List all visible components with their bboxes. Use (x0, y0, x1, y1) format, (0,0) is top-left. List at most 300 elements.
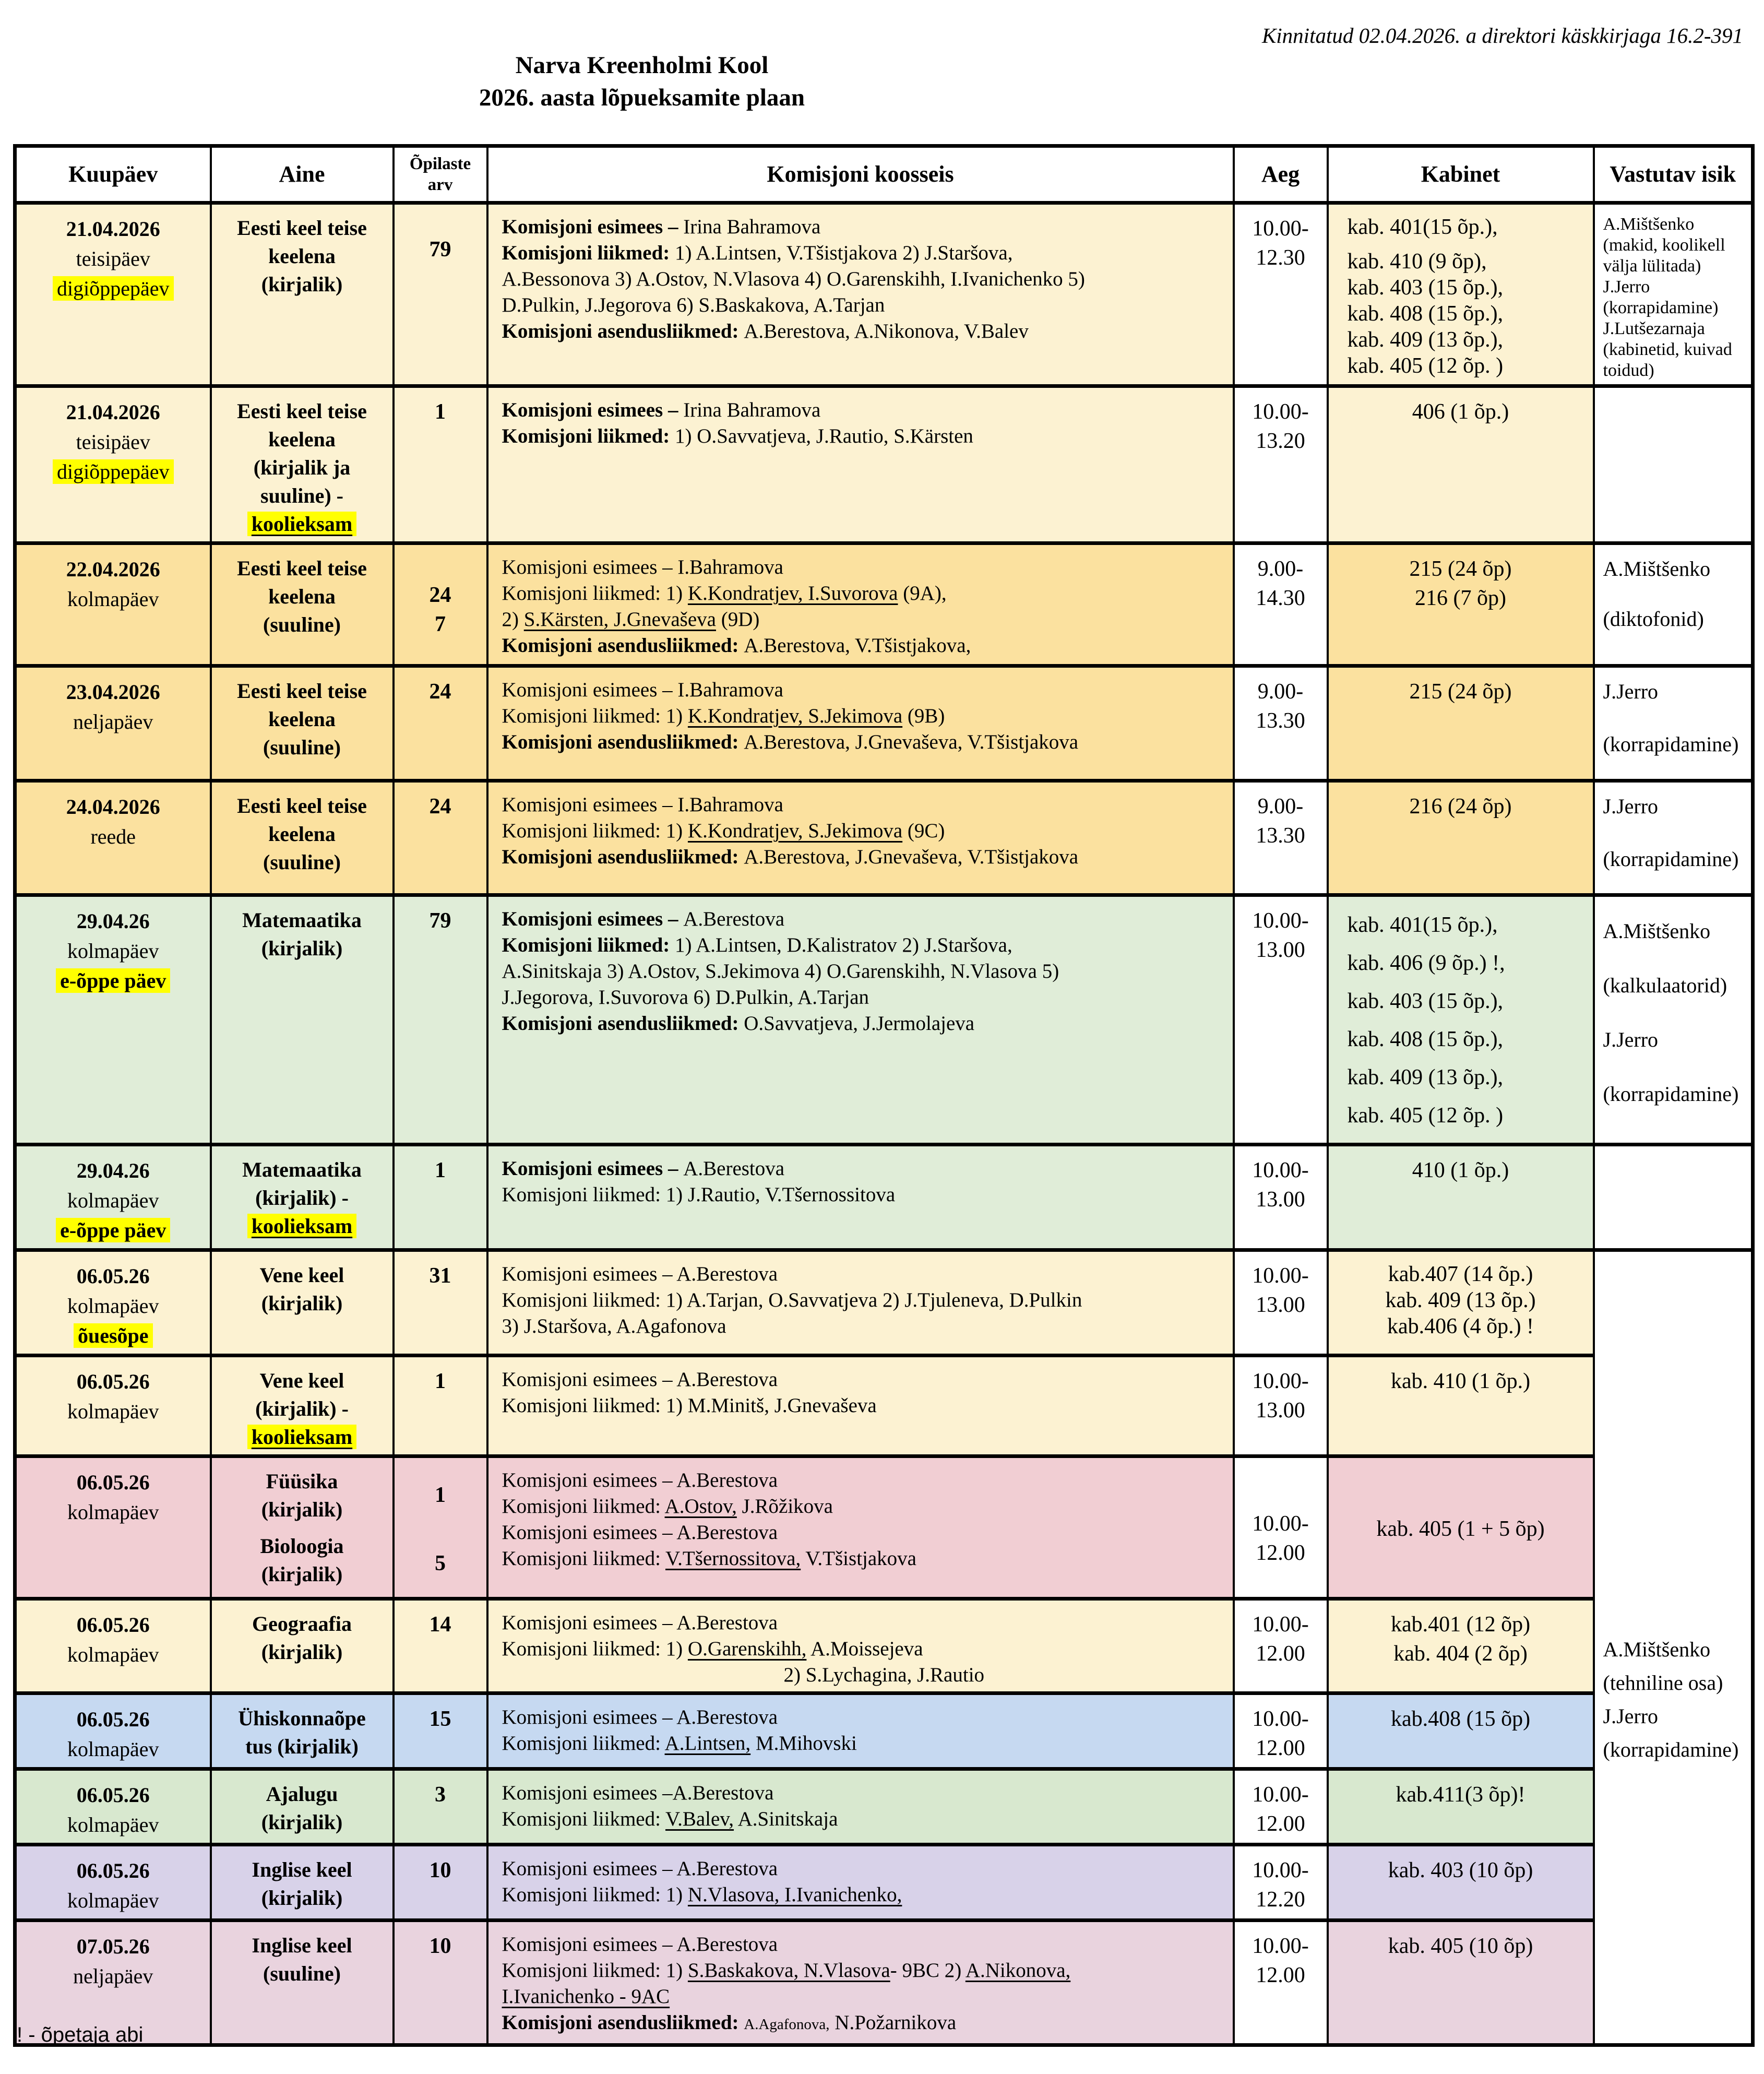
text-segment: 79 (429, 238, 451, 262)
text-segment: I.Ivanichenko - 9AC (502, 1985, 670, 2008)
text-segment: 406 (1 õp.) (1412, 400, 1509, 424)
text-line (219, 1733, 385, 1761)
committee-cell (487, 781, 1234, 895)
header-cell: Aeg (1234, 146, 1328, 203)
text-segment: A.Nikonova, (965, 1959, 1071, 1982)
text-segment: 79 (429, 909, 451, 933)
subject-cell (211, 386, 394, 543)
text-line (502, 607, 1223, 633)
student-count-cell (394, 1250, 487, 1356)
room-cell (1328, 895, 1594, 1145)
text-line (502, 1011, 1223, 1037)
text-line (24, 554, 202, 584)
committee-cell (487, 1250, 1234, 1356)
text-segment: Komisjoni asendusliikmed: (502, 1012, 744, 1035)
text-line (1242, 1156, 1319, 1185)
text-segment: 10.00- (1252, 1264, 1309, 1288)
text-segment: 215 (24 õp) (1409, 680, 1512, 704)
time-cell (1234, 1599, 1328, 1693)
text-line (24, 1467, 202, 1497)
text-line (24, 707, 202, 737)
text-segment: 23.04.2026 (66, 680, 160, 704)
text-line (219, 934, 385, 963)
text-line (1336, 1931, 1586, 1961)
text-segment: A.Berestova (683, 908, 785, 930)
text-segment: 06.05.26 (76, 1708, 150, 1731)
text-line (219, 848, 385, 876)
text-line (1242, 1290, 1319, 1320)
text-segment: e-õppe päev (56, 968, 170, 993)
text-segment: (kalkulaatorid) (1603, 974, 1727, 997)
room-cell (1328, 1693, 1594, 1769)
text-segment: 06.05.26 (76, 1471, 150, 1494)
text-line (24, 1886, 202, 1915)
text-segment: kab. 403 (15 õp.), (1347, 989, 1504, 1013)
text-segment: (suuline) (263, 613, 341, 636)
text-line (1348, 301, 1586, 327)
text-segment: kab. 410 (1 õp.) (1390, 1369, 1531, 1393)
text-segment: (kabinetid, kuivad (1603, 340, 1732, 359)
text-segment: 10.00- (1252, 400, 1309, 424)
text-line (1603, 1733, 1747, 1767)
text-line (24, 936, 202, 966)
text-segment: A.Bessonova 3) A.Ostov, N.Vlasova 4) O.Garenskihh, I.Ivanichenko 5) (502, 268, 1085, 290)
text-line (502, 240, 1223, 266)
text-line (402, 1610, 479, 1639)
text-segment: kab. 406 (9 õp.) !, (1347, 951, 1505, 975)
text-segment: N.Požarnikova (829, 2011, 957, 2034)
text-line (1336, 1856, 1586, 1885)
text-segment: 1 (435, 1158, 446, 1182)
text-segment: 13.30 (1256, 824, 1305, 848)
text-line (502, 1636, 1223, 1662)
text-line (502, 1546, 1223, 1572)
text-line (24, 1931, 202, 1961)
text-segment: Füüsika (266, 1469, 338, 1493)
text-line (219, 270, 385, 299)
text-segment: 5 (435, 1551, 446, 1575)
text-segment: 24 (429, 583, 451, 607)
text-segment: Komisjoni liikmed: 1) (502, 1959, 688, 1982)
text-line (502, 1393, 1223, 1419)
text-segment: Komisjoni esimees – I.Bahramova (502, 679, 783, 701)
text-segment: Komisjoni esimees – A.Berestova (502, 1263, 778, 1285)
text-segment: 1 (435, 400, 446, 424)
committee-cell (487, 895, 1234, 1145)
text-segment: 9.00- (1257, 680, 1304, 704)
text-line (502, 554, 1223, 580)
text-line (1242, 1185, 1319, 1214)
student-count-cell (394, 895, 487, 1145)
text-line (1336, 792, 1586, 821)
text-line (24, 966, 202, 995)
text-line (24, 427, 202, 457)
text-segment: kab. 403 (10 õp) (1388, 1858, 1533, 1882)
text-line (1603, 605, 1747, 634)
text-line (1603, 360, 1747, 381)
text-line (1242, 906, 1319, 935)
table-head (15, 146, 1753, 203)
text-segment: Ajalugu (266, 1782, 338, 1806)
text-line (219, 705, 385, 733)
text-line (219, 1638, 385, 1666)
text-segment: teisipäev (76, 430, 150, 454)
text-segment: Komisjoni liikmed: 1) (502, 705, 688, 727)
text-segment: V.Balev, (665, 1808, 734, 1830)
text-segment: neljapäev (73, 1964, 153, 1988)
time-cell (1234, 1250, 1328, 1356)
text-segment: toidud) (1603, 361, 1654, 380)
text-segment: (9A), (898, 582, 947, 605)
text-line (24, 906, 202, 936)
time-cell (1234, 543, 1328, 666)
text-segment: 2) S.Lychagina, J.Rautio (783, 1664, 985, 1686)
text-line (219, 1610, 385, 1638)
text-line (402, 1367, 479, 1396)
text-line (24, 1734, 202, 1764)
room-cell (1328, 386, 1594, 543)
text-segment: Komisjoni liikmed: (502, 934, 675, 956)
text-segment: A.Lintsen, (664, 1732, 751, 1755)
text-segment: keelena (268, 244, 336, 268)
text-line (1242, 1856, 1319, 1885)
room-cell (1328, 1921, 1594, 2045)
text-segment: 12.00 (1256, 1736, 1305, 1760)
text-line (24, 1810, 202, 1840)
text-line (1336, 1287, 1586, 1313)
text-segment: 1) O.Savvatjeva, J.Rautio, S.Kärsten (675, 425, 973, 447)
responsible-cell (1594, 386, 1753, 543)
text-line (1603, 339, 1747, 360)
footnote: ! - õpetaja abi (17, 2023, 144, 2046)
table-row (15, 1693, 1753, 1769)
text-segment: K.Kondratjev, I.Suvorova (687, 582, 898, 605)
table-row (15, 1456, 1753, 1599)
text-segment: 1 (435, 1483, 446, 1507)
text-segment: Komisjoni esimees – A.Berestova (502, 1521, 778, 1544)
student-count-cell (394, 1145, 487, 1250)
table-row (15, 1921, 1753, 2045)
text-line (502, 844, 1223, 870)
text-segment: J.Jerro (1603, 1704, 1659, 1728)
text-segment: (kirjalik) (261, 1562, 343, 1586)
text-line (1603, 256, 1747, 277)
text-segment: e-õppe päev (56, 1218, 170, 1242)
text-segment: J.Jerro (1603, 795, 1659, 818)
student-count-cell (394, 781, 487, 895)
text-line (1336, 554, 1586, 584)
text-line (402, 610, 479, 639)
text-segment: Komisjoni liikmed: 1) (502, 582, 688, 605)
text-line (1603, 554, 1747, 584)
text-segment: kab. 405 (1 + 5 õp) (1376, 1517, 1545, 1541)
text-segment: 13.00 (1256, 1188, 1305, 1212)
text-line (502, 1261, 1223, 1287)
subject-cell (211, 1456, 394, 1599)
text-segment: õuesõpe (74, 1323, 153, 1348)
text-line (24, 1856, 202, 1886)
room-cell (1328, 1250, 1594, 1356)
text-line (1242, 554, 1319, 584)
text-segment: 2) (502, 608, 524, 631)
text-segment: Komisjoni liikmed: 1) M.Minitš, J.Gnevaševa (502, 1394, 877, 1417)
table-row (15, 1250, 1753, 1356)
text-segment: Komisjoni liikmed: (502, 1547, 665, 1570)
text-segment: Eesti keel teise (237, 216, 367, 240)
text-line (502, 318, 1223, 345)
text-line (24, 1321, 202, 1350)
text-line (24, 677, 202, 707)
text-segment: 06.05.26 (76, 1370, 150, 1393)
text-segment: keelena (268, 585, 336, 608)
table-row (15, 781, 1753, 895)
text-segment: Komisjoni esimees – (502, 399, 684, 421)
text-line (1336, 1704, 1586, 1734)
text-line (24, 274, 202, 303)
room-cell (1328, 1845, 1594, 1921)
text-line (1242, 1396, 1319, 1425)
text-line (24, 584, 202, 614)
text-line (1603, 1700, 1747, 1733)
date-cell (15, 1250, 211, 1356)
text-segment: kab.401 (12 õp) (1390, 1613, 1531, 1637)
student-count-cell (394, 1845, 487, 1921)
text-line (219, 1467, 385, 1496)
subject-cell (211, 1769, 394, 1845)
responsible-cell (1594, 666, 1753, 781)
text-segment: Eesti keel teise (237, 399, 367, 423)
text-line (219, 425, 385, 454)
text-segment: J.Rõžikova (736, 1495, 833, 1518)
responsible-cell (1594, 1145, 1753, 1250)
text-segment: 3 (435, 1783, 446, 1807)
text-line (1242, 1610, 1319, 1639)
student-count-cell (394, 1599, 487, 1693)
text-line (402, 677, 479, 706)
committee-cell (487, 1845, 1234, 1921)
text-segment: 10.00- (1252, 1613, 1309, 1637)
text-segment: kab. 401(15 õp.), (1347, 913, 1498, 937)
text-line (1336, 677, 1586, 706)
text-segment: Vene keel (259, 1263, 344, 1287)
text-line (1242, 426, 1319, 456)
text-segment: 215 (24 õp) (1409, 557, 1512, 581)
text-line (1603, 1025, 1747, 1054)
header-cell: Õpilaste arv (394, 146, 487, 203)
time-cell (1234, 386, 1328, 543)
text-line (24, 792, 202, 822)
text-segment: (korrapidamine) (1603, 1738, 1739, 1761)
text-segment: 12.20 (1256, 1888, 1305, 1912)
text-segment: kab. 409 (13 õp.) (1385, 1288, 1536, 1312)
text-segment: (suuline) (263, 736, 341, 759)
text-segment: 13.00 (1256, 1399, 1305, 1423)
text-segment: kolmapäev (67, 587, 159, 611)
text-line (24, 1367, 202, 1396)
text-segment: kolmapäev (67, 1294, 159, 1318)
text-line (1242, 1961, 1319, 1990)
text-segment: Komisjoni esimees – I.Bahramova (502, 556, 783, 578)
text-line (219, 792, 385, 820)
text-line (502, 1984, 1223, 2010)
text-line (219, 214, 385, 242)
text-segment: kab.408 (15 õp) (1390, 1707, 1531, 1731)
text-line (219, 1423, 385, 1451)
text-segment: (kirjalik) (261, 1640, 343, 1664)
text-line (502, 2010, 1223, 2037)
text-segment: 21.04.2026 (66, 400, 160, 424)
text-line (1348, 1021, 1586, 1059)
text-line (402, 580, 479, 610)
text-line (502, 703, 1223, 729)
text-line (502, 1704, 1223, 1731)
student-count-cell (394, 386, 487, 543)
document-title: Narva Kreenholmi Kool (515, 52, 769, 79)
text-line (402, 1156, 479, 1185)
text-line (219, 583, 385, 611)
text-segment: kab.406 (4 õp.) ! (1387, 1314, 1534, 1338)
text-line (219, 1808, 385, 1836)
text-segment: A.Berestova, V.Tšistjakova, (744, 634, 971, 657)
text-segment: 1) A.Lintsen, D.Kalistratov 2) J.Staršova, (675, 934, 1012, 956)
text-segment: O.Garenskihh, (687, 1638, 807, 1660)
text-segment: keelena (268, 822, 336, 846)
date-cell (15, 203, 211, 386)
title-block (0, 49, 1284, 114)
text-line (402, 1780, 479, 1809)
text-segment: Komisjoni asendusliikmed: (502, 2011, 744, 2034)
text-segment: (suuline) (263, 850, 341, 874)
text-line (1242, 584, 1319, 613)
text-line (1336, 1639, 1586, 1668)
text-line (402, 1856, 479, 1885)
text-line (24, 1261, 202, 1291)
text-line (1603, 845, 1747, 874)
time-cell (1234, 895, 1328, 1145)
text-segment: (tehniline osa) (1603, 1671, 1723, 1694)
text-segment: kolmapäev (67, 1737, 159, 1761)
text-segment: 13.00 (1256, 1293, 1305, 1317)
text-segment: reede (90, 825, 136, 848)
text-segment: (kirjalik) (261, 1810, 343, 1834)
text-segment: M.Mihovski (750, 1732, 857, 1755)
text-line (1348, 982, 1586, 1021)
header-cell: Vastutav isik (1594, 146, 1753, 203)
text-segment: 22.04.2026 (66, 558, 160, 581)
text-line (1242, 1704, 1319, 1734)
text-segment: 9.00- (1257, 795, 1304, 819)
text-segment: 10.00- (1252, 1934, 1309, 1958)
text-segment: koolieksam (247, 512, 356, 536)
text-segment: A.Moissejeva (806, 1638, 923, 1660)
text-segment: 3) J.Staršova, A.Agafonova (502, 1315, 726, 1337)
text-line (24, 457, 202, 487)
text-segment: A.Mištšenko (1603, 919, 1711, 943)
time-cell (1234, 1921, 1328, 2045)
text-segment: koolieksam (247, 1214, 356, 1238)
text-segment: 10 (429, 1858, 451, 1882)
text-line (502, 397, 1223, 423)
text-segment: (9C) (902, 820, 945, 842)
text-line (219, 733, 385, 762)
text-segment: 10.00- (1252, 1512, 1309, 1536)
text-line (1603, 1080, 1747, 1109)
text-line (502, 292, 1223, 318)
date-cell (15, 1769, 211, 1845)
text-segment: Komisjoni liikmed: (502, 1808, 665, 1830)
responsible-cell (1594, 203, 1753, 386)
text-segment: 29.04.26 (76, 909, 150, 933)
text-segment: A.Agafonova, (744, 2016, 830, 2033)
text-line (402, 1261, 479, 1290)
text-segment: - 9BC 2) (890, 1959, 966, 1982)
time-cell (1234, 1845, 1328, 1921)
text-segment: A.Berestova (683, 1157, 785, 1180)
text-line (1336, 1610, 1586, 1639)
text-segment: (korrapidamine) (1603, 298, 1719, 317)
text-line (1336, 1313, 1586, 1340)
room-cell (1328, 203, 1594, 386)
text-line (219, 1856, 385, 1884)
text-segment: digiõppepäev (53, 276, 174, 301)
text-line (502, 1313, 1223, 1340)
text-segment: D.Pulkin, J.Jegorova 6) S.Baskakova, A.Tarjan (502, 294, 885, 316)
subject-cell (211, 1845, 394, 1921)
text-segment: 7 (435, 612, 446, 636)
text-line (1603, 1666, 1747, 1700)
text-line (502, 1806, 1223, 1832)
table-row (15, 1356, 1753, 1456)
text-line (219, 1261, 385, 1289)
date-cell (15, 666, 211, 781)
text-segment: 10.00- (1252, 217, 1309, 241)
text-line (1242, 1639, 1319, 1668)
text-segment: kolmapäev (67, 1643, 159, 1666)
text-line (502, 958, 1223, 985)
text-segment: kab. 405 (10 õp) (1388, 1934, 1533, 1958)
room-cell (1328, 1456, 1594, 1599)
text-segment: Komisjoni liikmed: (502, 425, 675, 447)
text-line (1242, 1538, 1319, 1568)
text-line (219, 1395, 385, 1423)
text-segment: O.Savvatjeva, J.Jermolajeva (744, 1012, 975, 1035)
room-cell (1328, 1769, 1594, 1845)
text-segment: digiõppepäev (53, 459, 174, 484)
text-segment: 21.04.2026 (66, 217, 160, 241)
text-line (219, 397, 385, 425)
text-segment: A.Sinitskaja (734, 1808, 838, 1830)
room-cell (1328, 543, 1594, 666)
text-segment: 13.30 (1256, 709, 1305, 733)
text-segment: J.Jegorova, I.Suvorova 6) D.Pulkin, A.Tarjan (502, 986, 869, 1009)
text-segment: Komisjoni liikmed: 1) (502, 1638, 688, 1660)
subject-cell (211, 1693, 394, 1769)
text-segment: (kirjalik) (261, 1291, 343, 1315)
text-line (1348, 327, 1586, 353)
text-line (24, 1704, 202, 1734)
text-line (502, 1610, 1223, 1636)
time-cell (1234, 1145, 1328, 1250)
text-segment: 10.00- (1252, 1707, 1309, 1731)
student-count-cell (394, 203, 487, 386)
text-line (24, 214, 202, 244)
text-segment: kolmapäev (67, 1889, 159, 1912)
text-segment: (suuline) (263, 1962, 341, 1985)
text-line (219, 820, 385, 848)
text-segment: kolmapäev (67, 1500, 159, 1524)
text-line (219, 482, 385, 510)
text-line (402, 397, 479, 426)
